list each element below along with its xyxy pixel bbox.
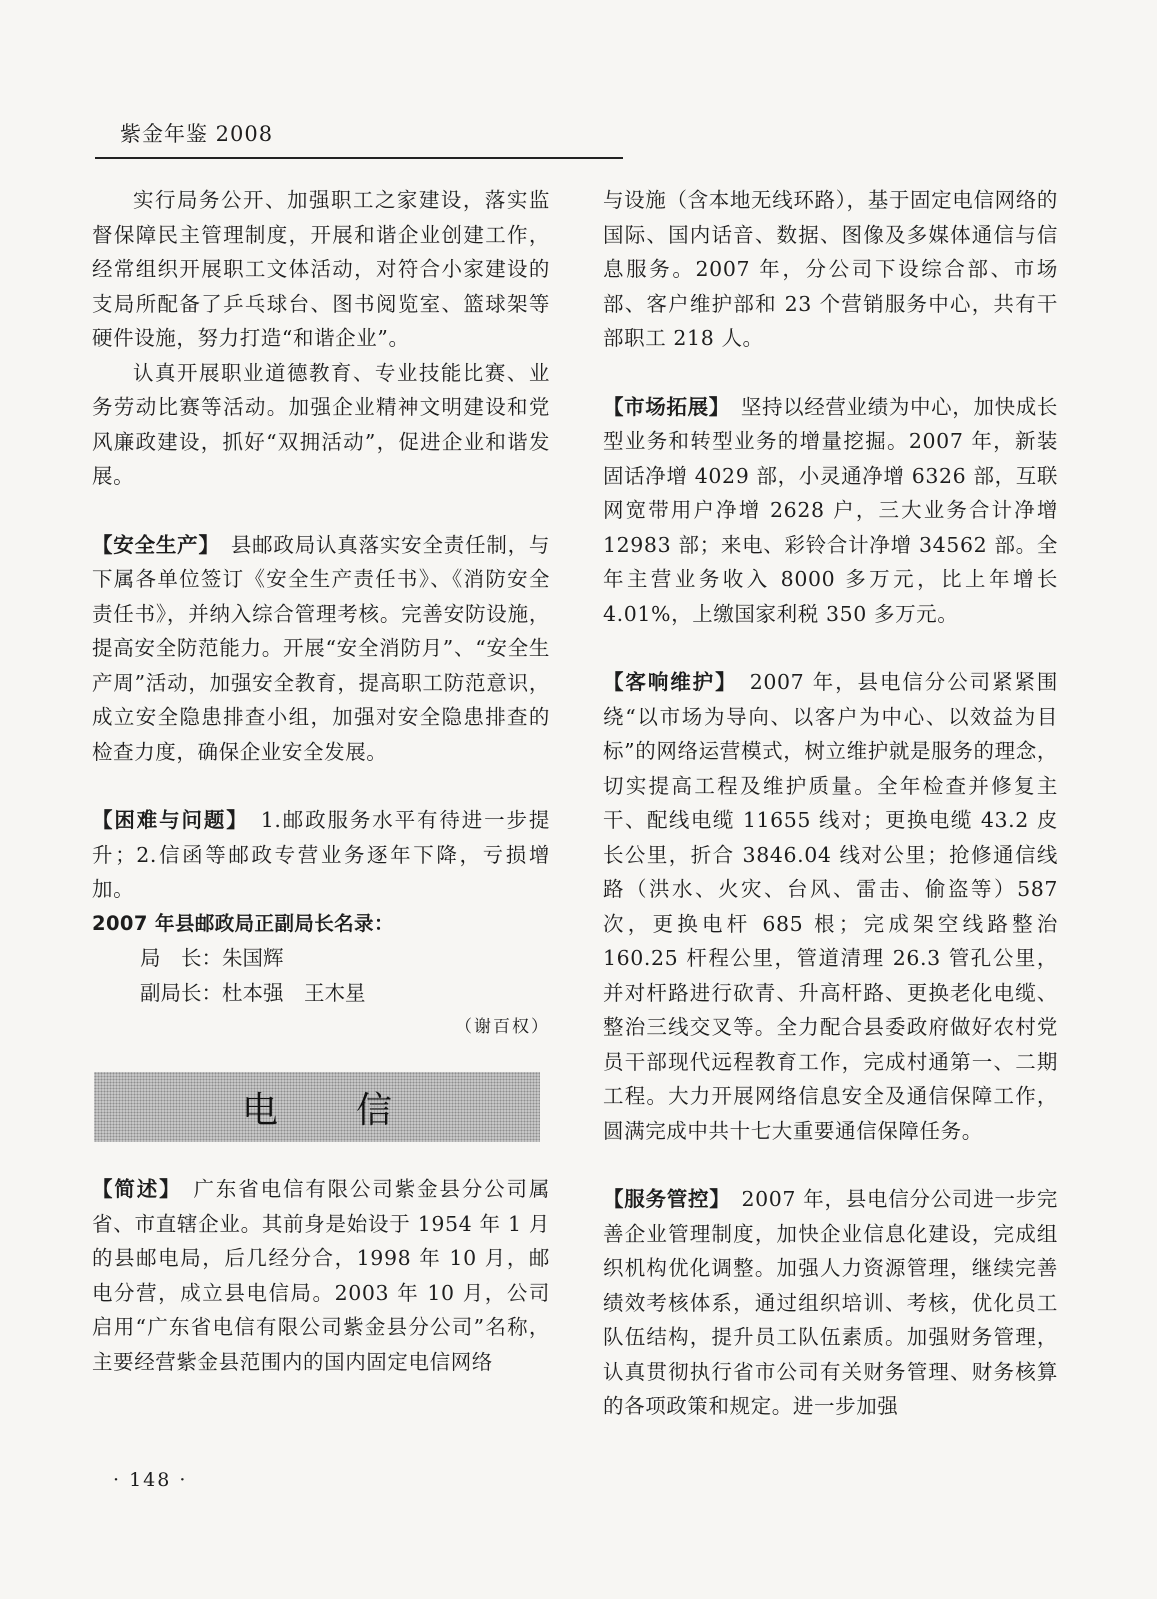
running-header-title: 紫金年鉴 2008 xyxy=(120,122,274,146)
section-text-summary: 广东省电信有限公司紫金县分公司属省、市直辖企业。其前身是始设于 1954 年 1 月的县邮电局，后几经分合，1998 年 10 月，邮电分营，成立县电信局。2003 年 10 月，公司启用“广东省电信有限公司紫金县分公司”名称，主要经营紫金县范围内的国内固定电信网络 xyxy=(92,1177,550,1374)
left-column xyxy=(92,183,550,1379)
section-tag-safety: 【安全生产】 xyxy=(92,532,210,557)
section-tag-maintenance: 【客响维护】 xyxy=(603,670,728,694)
section-tag-service: 【服务管控】 xyxy=(603,1187,721,1211)
leader-director: 局 长：朱国辉 xyxy=(140,946,284,970)
paragraph-ethics: 认真开展职业道德教育、专业技能比赛、业务劳动比赛等活动。加强企业精神文明建设和党风廉政建设，抓好“双拥活动”，促进企业和谐发展。 xyxy=(92,360,550,488)
section-market xyxy=(603,390,1058,632)
section-tag-problems: 【困难与问题】 xyxy=(92,808,239,832)
page-number: · 148 · xyxy=(113,1469,188,1491)
section-safety xyxy=(92,528,550,770)
author-signature: （谢百权） xyxy=(455,1017,550,1037)
header-rule xyxy=(95,157,623,159)
section-text-market: 坚持以经营业绩为中心，加快成长型业务和转型业务的增量挖掘。2007 年，新装固话净增 4029 部，小灵通净增 6326 部，互联网宽带用户净增 2628 户，三大业务合计净增 12983 部；来电、彩铃合计净增 34562 部。全年主营业务收入 8000 多万元，比上年增长 4.01%，上缴国家利税 350 多万元。 xyxy=(603,394,1058,626)
section-tag-summary: 【简述】 xyxy=(92,1177,172,1201)
section-banner-telecom: 电信 xyxy=(94,1072,540,1142)
right-column xyxy=(603,183,1058,1424)
section-summary xyxy=(92,1172,550,1379)
paragraph-harmony: 实行局务公开、加强职工之家建设，落实监督保障民主管理制度，开展和谐企业创建工作，经常组织开展职工文体活动，对符合小家建设的支局所配备了乒乓球台、图书阅览室、篮球架等硬件设施，努力打造“和谐企业”。 xyxy=(92,188,550,350)
leader-deputy: 副局长：杜本强 王木星 xyxy=(140,980,366,1005)
section-service xyxy=(603,1182,1058,1424)
section-problems xyxy=(92,803,550,907)
section-text-service: 2007 年，县电信分公司进一步完善企业管理制度，加快企业信息化建设，完成组织机构优化调整。加强人力资源管理，继续完善绩效考核体系，通过组织培训、考核，优化员工队伍结构，提升员工队伍素质。加强财务管理，认真贯彻执行省市公司有关财务管理、财务核算的各项政策和规定。进一步加强 xyxy=(603,1187,1058,1418)
leader-list-title: 2007 年县邮政局正副局长名录： xyxy=(92,911,394,935)
section-text-safety: 县邮政局认真落实安全责任制，与下属各单位签订《安全生产责任书》、《消防安全责任书》，并纳入综合管理考核。完善安防设施，提高安全防范能力。开展“安全消防月”、“安全生产周”活动，加强安全教育，提高职工防范意识，成立安全隐患排查小组，加强对安全隐患排查的检查力度，确保企业安全发展。 xyxy=(92,532,550,764)
section-maintenance xyxy=(603,665,1058,1148)
section-text-problems: 1.邮政服务水平有待进一步提升；2.信函等邮政专营业务逐年下降，亏损增加。 xyxy=(92,808,550,901)
section-tag-market: 【市场拓展】 xyxy=(603,394,720,419)
paragraph-services: 与设施（含本地无线环路），基于固定电信网络的国际、国内话音、数据、图像及多媒体通信与信息服务。2007 年，分公司下设综合部、市场部、客户维护部和 23 个营销服务中心，共有干部职工 218 人。 xyxy=(603,188,1058,350)
section-text-maintenance: 2007 年，县电信分公司紧紧围绕“以市场为导向、以客户为中心、以效益为目标”的网络运营模式，树立维护就是服务的理念，切实提高工程及维护质量。全年检查并修复主干、配线电缆 11655 线对；更换电缆 43.2 皮长公里，折合 3846.04 线对公里；抢修通信线路（洪水、火灾、台风、雷击、偷盗等）587 次，更换电杆 685 根；完成架空线路整治 160.25 杆程公里，管道清理 26.3 管孔公里，并对杆路进行砍青、升高杆路、更换老化电缆、整治三线交叉等。全力配合县委政府做好农村党员干部现代远程教育工作，完成村通第一、二期工程。大力开展网络信息安全及通信保障工作，圆满完成中共十七大重要通信保障任务。 xyxy=(603,670,1058,1143)
